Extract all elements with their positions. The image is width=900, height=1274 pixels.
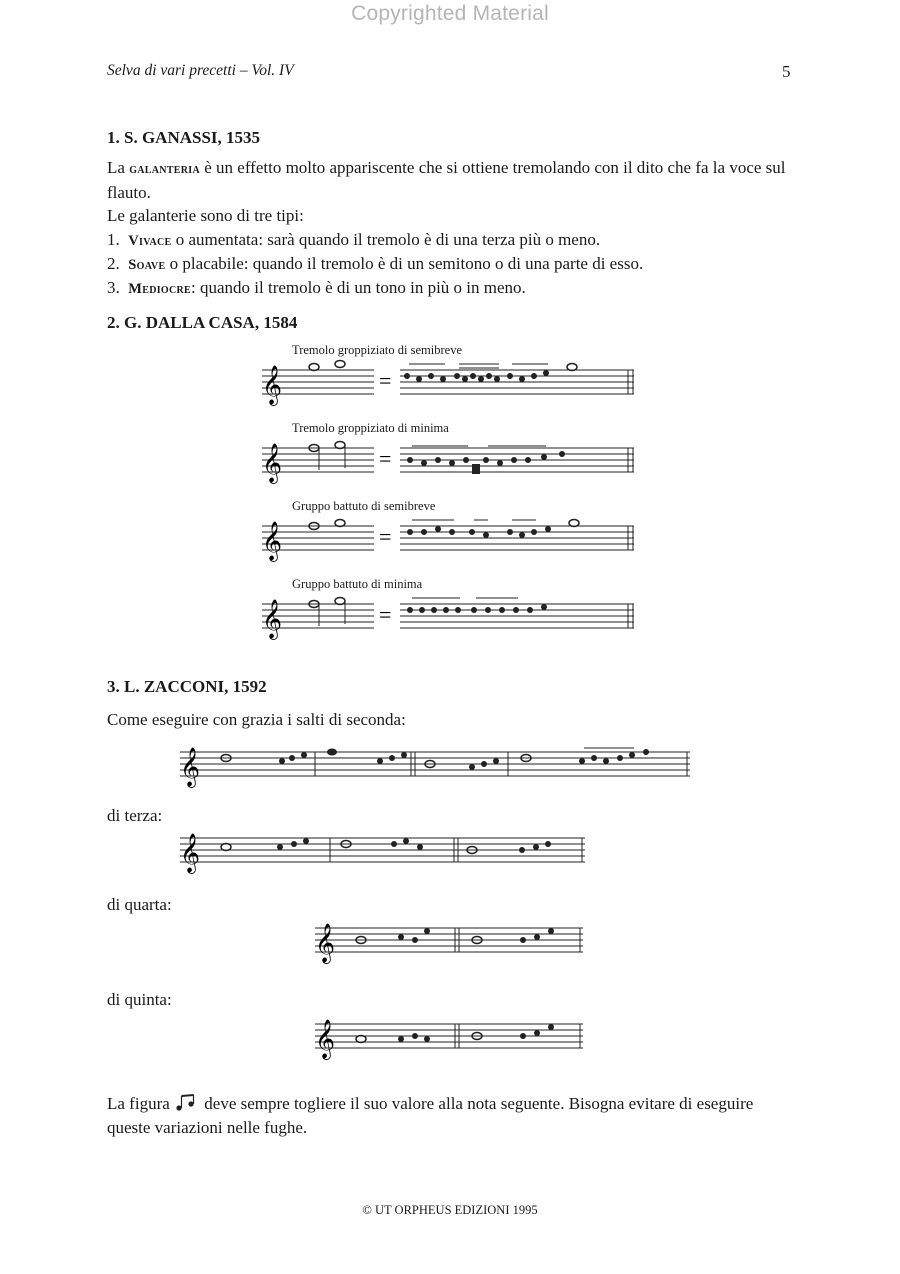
music-terza <box>180 830 590 875</box>
equals-sign: = <box>379 446 392 471</box>
section-1-heading: 1. S. GANASSI, 1535 <box>107 128 261 147</box>
equals-sign: = <box>379 368 392 393</box>
example-label-3: Gruppo battuto di semibreve <box>292 499 436 513</box>
equals-sign: = <box>379 602 392 627</box>
label-quinta: di quinta: <box>107 990 172 1009</box>
example-label-2: Tremolo groppiziato di minima <box>292 421 449 435</box>
music-example-4 <box>262 596 640 641</box>
music-quarta <box>315 920 590 965</box>
treble-clef-icon: 𝄞 <box>315 925 336 962</box>
running-head: Selva di vari precetti – Vol. IV <box>107 62 294 79</box>
treble-clef-icon: 𝄞 <box>262 523 283 560</box>
footer-copyright: © UT ORPHEUS EDIZIONI 1995 <box>362 1203 538 1217</box>
dotted-rhythm-figure-icon <box>174 1094 200 1112</box>
music-quinta <box>315 1016 590 1061</box>
label-quarta: di quarta: <box>107 895 172 914</box>
treble-clef-icon: 𝄞 <box>262 601 283 638</box>
section-3-intro: Come eseguire con grazia i salti di seconda: <box>107 710 406 729</box>
term-galanteria: galanteria <box>129 161 200 177</box>
section-3-heading: 3. L. ZACCONI, 1592 <box>107 677 267 696</box>
example-label-4: Gruppo battuto di minima <box>292 577 423 591</box>
treble-clef-icon: 𝄞 <box>180 749 201 786</box>
music-seconde <box>180 744 695 789</box>
treble-clef-icon: 𝄞 <box>262 445 283 482</box>
treble-clef-icon: 𝄞 <box>262 367 283 404</box>
example-label-1: Tremolo groppiziato di semibreve <box>292 343 462 357</box>
music-example-2 <box>262 440 640 485</box>
closing-paragraph: La figura deve sempre togliere il suo valore alla nota seguente. Bisogna evitare di eseguire queste variazioni nelle fughe. <box>107 1094 754 1137</box>
music-example-1 <box>262 362 640 407</box>
section-2-heading: 2. G. DALLA CASA, 1584 <box>107 313 298 332</box>
list-item-2: 2. Soave o placabile: quando il tremolo è di un semitono o di una parte di esso. <box>107 254 644 273</box>
section-1-intro: La galanteria è un effetto molto appariscente che si ottiene tremolando con il dito che fa la voce sul flauto. <box>107 158 786 202</box>
copyright-watermark: Copyrighted Material <box>351 2 549 25</box>
types-line: Le galanterie sono di tre tipi: <box>107 206 304 225</box>
equals-sign: = <box>379 524 392 549</box>
list-item-3: 3. Mediocre: quando il tremolo è di un tono in più o in meno. <box>107 278 526 297</box>
list-item-1: 1. Vivace o aumentata: sarà quando il tremolo è di una terza più o meno. <box>107 230 601 249</box>
treble-clef-icon: 𝄞 <box>315 1021 336 1058</box>
music-example-3 <box>262 518 640 563</box>
page-number: 5 <box>782 62 791 81</box>
label-terza: di terza: <box>107 806 163 825</box>
treble-clef-icon: 𝄞 <box>180 835 201 872</box>
